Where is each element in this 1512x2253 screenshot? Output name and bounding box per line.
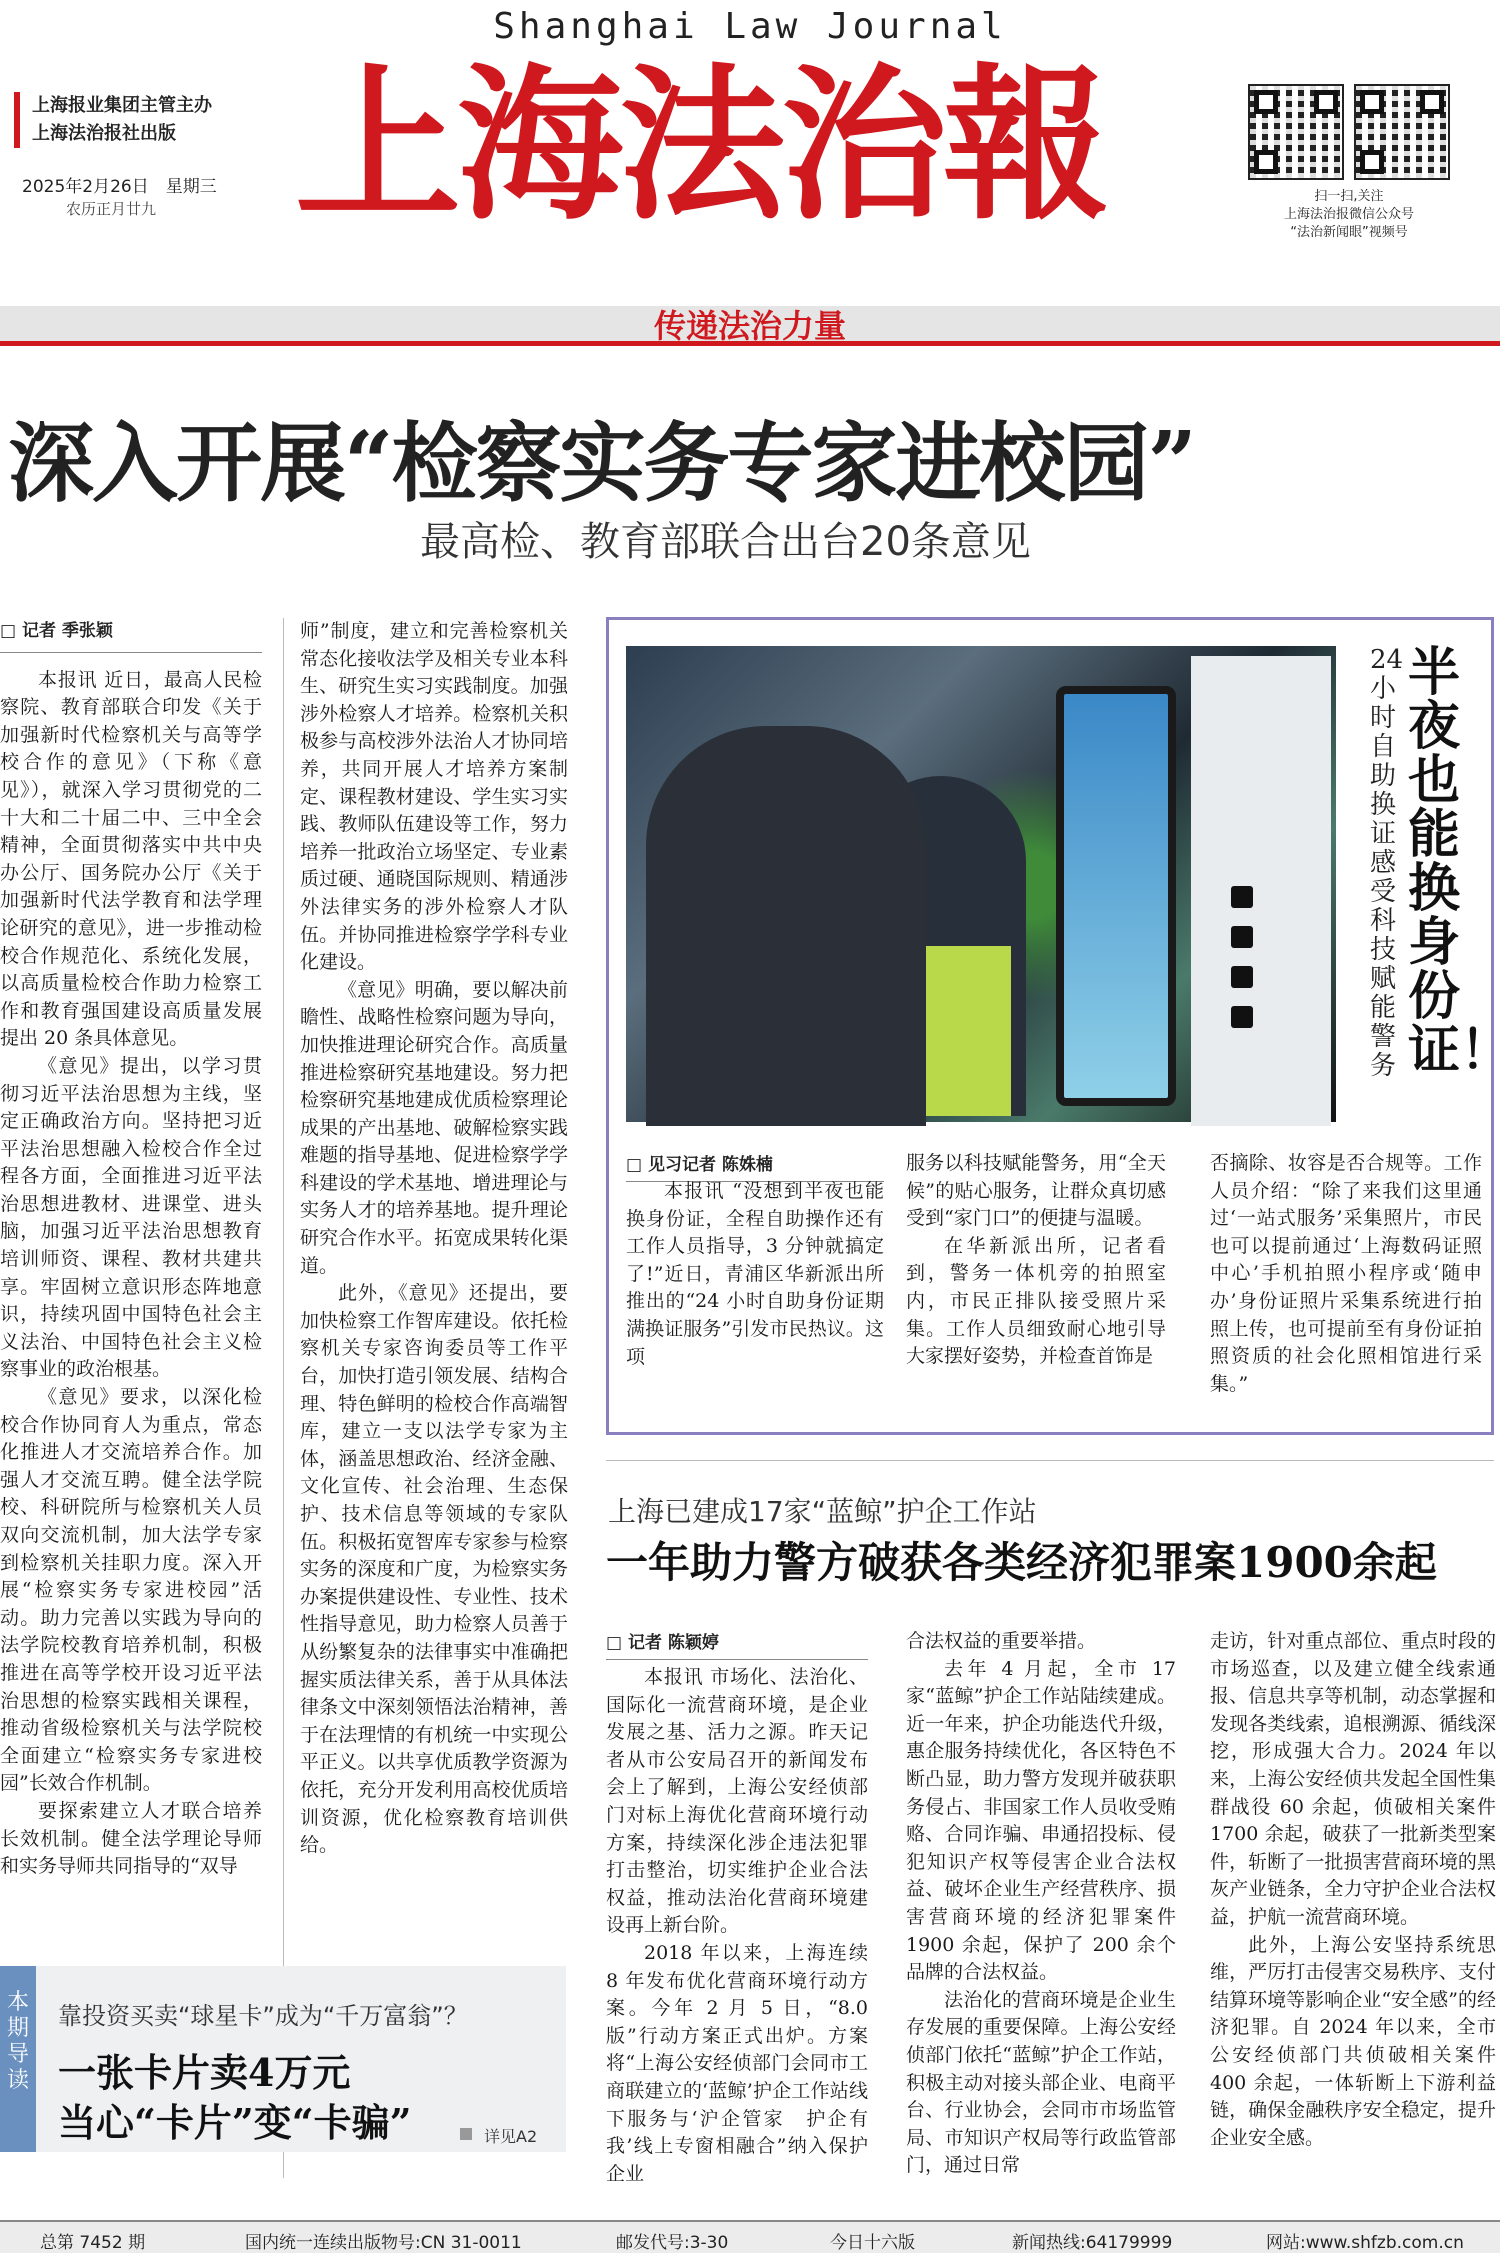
paragraph: 本报讯 “没想到半夜也能换身份证，全程自助操作还有工作人员指导，3 分钟就搞定了!”近日，青浦区华新派出所推出的“24 小时自助身份证期满换证服务”引发市民热议。这项	[626, 1180, 884, 1368]
qr-caption-line: “法治新闻眼”视频号	[1290, 225, 1408, 240]
qr-code-wechat-icon[interactable]	[1248, 84, 1344, 180]
feature-vertical-subtitle: 24小时自助换证 感受科技赋能警务	[1370, 645, 1404, 1081]
paragraph: 此外，《意见》还提出，要加快检察工作智库建设。依托检察机关专家咨询委员等工作平台，加快打造引领发展、结构合理、特色鲜明的检校合作高端智库，建立一支以法学专家为主体，涵盖思想政治、经济金融、文化宣传、社会治理、生态保护、技术信息等领域的专家队伍。积极拓宽智库专家参与检察实务的深度和广度，为检察实务办案提供建设性、专业性、技术性指导意见，助力检察人员善于从纷繁复杂的法律事实中准确把握实质法律关系，善于从具体法律条文中深刻领悟法治精神，善于在法理情的有机统一中实现公平正义。以共享优质教学资源为依托，充分开发利用高校优质培训资源，优化检察教育培训供给。	[300, 1282, 568, 1857]
paragraph: 法治化的营商环境是企业生存发展的重要保障。上海公安经侦部门依托“蓝鲸”护企工作站，积极主动对接头部企业、电商平台、行业协会，会同市市场监管局、市知识产权局等行政监管部门，通过日常	[906, 1988, 1176, 2177]
paragraph: 本报讯 近日，最高人民检察院、教育部联合印发《关于加强新时代检察机关与高等学校合作的意见》（下称《意见》），就深入学习贯彻党的二十大和二十届二中、三中全会精神，全面贯彻落实中共中央办公厅、国务院办公厅《关于加强新时代法学教育和法学理论研究的意见》，进一步推动检校合作规范化、系统化发展，以高质量检校合作助力检察工作和教育强国建设高质量发展提出 20 条具体意见。	[0, 668, 262, 1050]
newspaper-logo: 上海法治報	[295, 48, 1105, 243]
paragraph: 服务以科技赋能警务，用“全天候”的贴心服务，让群众真切感受到“家门口”的便捷与温暖。	[906, 1152, 1166, 1230]
preview-kicker: 靠投资买卖“球星卡”成为“千万富翁”？	[58, 2002, 468, 2030]
feature-column-3	[1210, 1150, 1482, 1398]
preview-page-ref[interactable]: 详见A2	[484, 2127, 538, 2146]
paragraph: 2018 年以来，上海连续 8 年发布优化营商环境行动方案。今年 2 月 5 日，“8.0 版”行动方案正式出炉。方案将“上海公安经侦部门会同市工商联建立的‘蓝鲸’护企工作站线下服务与‘沪企管家 护企有我’线上专窗相融合”纳入保护企业	[606, 1941, 868, 2185]
feature-byline: □ 见习记者 陈姝楠	[626, 1150, 884, 1182]
preview-title-line-2[interactable]: 当心“卡片”变“卡骗”	[58, 2100, 412, 2145]
section-divider	[606, 1460, 1494, 1461]
footer-cn-number: 国内统一连续出版物号:CN 31-0011	[245, 2233, 522, 2253]
second-story-column-3	[1210, 1628, 1496, 2152]
paragraph: 要探索建立人才联合培养长效机制。健全法学理论导师和实务导师共同指导的“双导	[0, 1799, 262, 1878]
lead-subhead: 最高检、教育部联合出台20条意见	[420, 519, 1031, 565]
second-story-headline[interactable]: 一年助力警方破获各类经济犯罪案1900余起	[606, 1538, 1437, 1587]
paragraph: 去年 4 月起，全市 17 家“蓝鲸”护企工作站陆续建成。近一年来，护企功能迭代升级，惠企服务持续优化，各区特色不断凸显，助力警方发现并破获职务侵占、非国家工作人员收受贿赂、合同诈骗、串通招投标、侵犯知识产权等侵害企业合法权益、破坏企业生产经营秩序、损害营商环境的经济犯罪案件 1900 余起，保护了 200 余个品牌的合法权益。	[906, 1657, 1176, 1984]
second-story-column-1	[606, 1664, 868, 2188]
feature-vertical-title[interactable]: 半夜也能换身份证！	[1408, 642, 1512, 1081]
page-ref-icon	[460, 2128, 472, 2140]
paragraph: 在华新派出所，记者看到，警务一体机旁的拍照室内，市民正排队接受照片采集。工作人员细致耐心地引导大家摆好姿势，并检查首饰是	[906, 1234, 1166, 1368]
feature-photo[interactable]	[626, 646, 1336, 1122]
footer-postal-code: 邮发代号:3-30	[616, 2233, 729, 2253]
paragraph: 本报讯 市场化、法治化、国际化一流营商环境，是企业发展之基、活力之源。昨天记者从市公安局召开的新闻发布会上了解到，上海公安经侦部门对标上海优化营商环境行动方案，持续深化涉企违法犯罪打击整治，切实维护企业合法权益，推动法治化营商环境建设再上新台阶。	[606, 1666, 868, 1937]
lead-column-1	[0, 621, 262, 1881]
paragraph: 走访，针对重点部位、重点时段的市场巡查，以及建立健全线索通报、信息共享等机制，动态掌握和发现各类线索，追根溯源、循线深挖，形成强大合力。2024 年以来，上海公安经侦共发起全国性集群战役 60 余起，侦破相关案件 1700 余起，破获了一批新类型案件，斩断了一批损害营商环境的黑灰产业链条，全力守护企业合法权益，护航一流营商环境。	[1210, 1630, 1496, 1928]
second-story-column-2	[906, 1628, 1176, 2180]
column-divider	[283, 618, 284, 2178]
qr-caption-line: 上海法治报微信公众号	[1283, 207, 1414, 222]
paragraph: 否摘除、妆容是否合规等。工作人员介绍：“除了来我们这里通过‘一站式服务’采集照片，市民也可以提前通过‘上海数码证照中心’手机拍照小程序或‘随申办’身份证照片采集系统进行拍照上传，也可提前至有身份证拍照资质的社会化照相馆进行采集。”	[1210, 1152, 1482, 1395]
lead-column-2	[300, 618, 568, 1860]
qr-caption-line: 扫一扫,关注	[1314, 189, 1384, 204]
feature-column-2	[906, 1150, 1166, 1371]
paragraph: 《意见》明确，要以解决前瞻性、战略性检察问题为导向，加快推进理论研究合作。高质量推进检察研究基地建设。努力把检察研究基地建成优质检察理论成果的产出基地、破解检察实践难题的指导基地、促进检察学学科建设的学术基地、增进理论与实务人才的培养基地。提升理论研究合作水平。拓宽成果转化渠道。	[300, 978, 568, 1277]
publisher-line-2: 上海法治报社出版	[32, 123, 176, 144]
qr-caption	[1240, 188, 1458, 242]
lead-byline: □ 记者 季张颖	[0, 618, 262, 653]
english-title: Shanghai Law Journal	[493, 6, 1007, 47]
slogan: 传递法治力量	[653, 307, 846, 345]
footer-pages: 今日十六版	[830, 2233, 915, 2253]
lead-headline[interactable]: 深入开展“检察实务专家进校园”	[8, 413, 1195, 514]
lunar-date: 农历正月廿九	[66, 200, 157, 218]
paragraph: 此外，上海公安坚持系统思维，严厉打击侵害交易秩序、支付结算环境等影响企业“安全感”的经济犯罪。自 2024 年以来，全市公安经侦部门共侦破相关案件 400 余起，一体斩断上下游利益链，确保金融秩序安全稳定，提升企业安全感。	[1210, 1933, 1496, 2149]
footer-issue: 总第 7452 期	[40, 2233, 146, 2253]
second-story-kicker: 上海已建成17家“蓝鲸”护企工作站	[608, 1495, 1037, 1528]
issue-date: 2025年2月26日 星期三	[22, 177, 217, 197]
publisher-line-1: 上海报业集团主管主办	[32, 95, 212, 116]
paragraph: 《意见》要求，以深化检校合作协同育人为重点，常态化推进人才交流培养合作。加强人才交流互聘。健全法学院校、科研院所与检察机关人员双向交流机制，加大法学专家到检察机关挂职力度。深入开展“检察实务专家进校园”活动。助力完善以实践为导向的法学院校教育培养机制，积极推进在高等学校开设习近平法治思想的检察实践相关课程，推动省级检察机关与法学院校全面建立“检察实务专家进校园”长效合作机制。	[0, 1386, 262, 1795]
footer-hotline: 新闻热线:64179999	[1012, 2233, 1173, 2253]
preview-title-line-1[interactable]: 一张卡片卖4万元	[58, 2050, 351, 2095]
paragraph: 合法权益的重要举措。	[906, 1630, 1097, 1652]
preview-tab: 本期导读	[0, 1966, 36, 2152]
publisher-info	[14, 92, 212, 148]
second-story-byline: □ 记者 陈颖婷	[606, 1628, 868, 1660]
qr-code-video-icon[interactable]	[1354, 84, 1450, 180]
paragraph: 《意见》提出，以学习贯彻习近平法治思想为主线，坚定正确政治方向。坚持把习近平法治思想融入检校合作全过程各方面，全面推进习近平法治思想进教材、进课堂、进头脑，加强习近平法治思想教育培训师资、课程、教材共建共享。牢固树立意识形态阵地意识，持续巩固中国特色社会主义法治、中国特色社会主义检察事业的政治根基。	[0, 1054, 262, 1381]
feature-column-1	[626, 1178, 884, 1371]
paragraph: 师”制度，建立和完善检察机关常态化接收法学及相关专业本科生、研究生实习实践制度。加强涉外检察人才培养。检察机关积极参与高校涉外法治人才协同培养，共同开展人才培养方案制定、课程教材建设、学生实习实践、教师队伍建设等工作，努力培养一批政治立场坚定、专业素质过硬、通晓国际规则、精通涉外法律实务的涉外检察人才队伍。并协同推进检察学学科专业化建设。	[300, 620, 568, 974]
footer	[0, 2220, 1500, 2253]
footer-website[interactable]: 网站:www.shfzb.com.cn	[1266, 2233, 1464, 2253]
